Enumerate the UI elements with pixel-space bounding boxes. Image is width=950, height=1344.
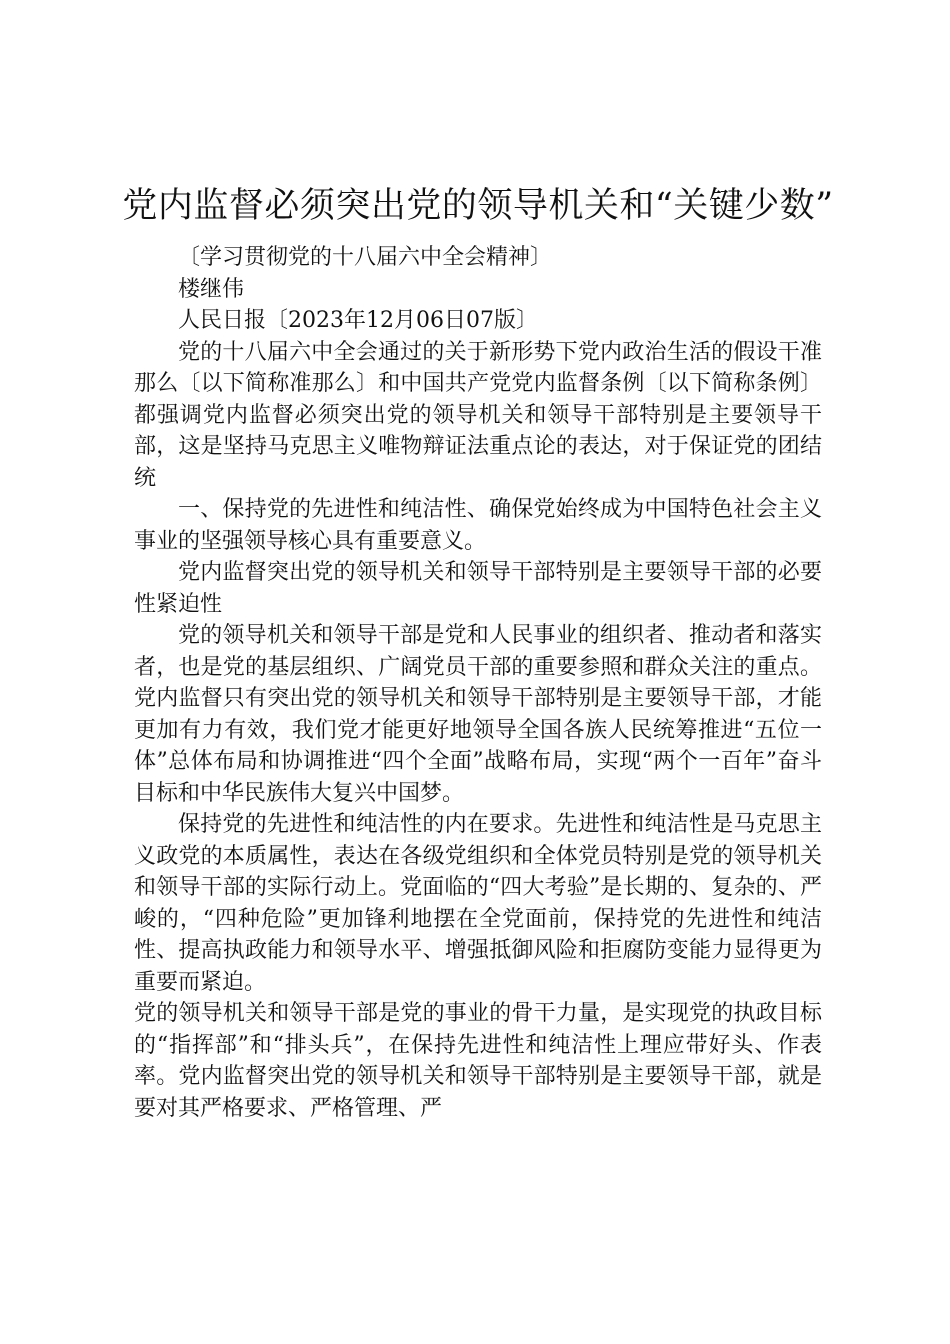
paragraph-2: 一、保持党的先进性和纯洁性、确保党始终成为中国特色社会主义事业的坚强领导核心具有重要意义。 <box>134 497 822 554</box>
paragraph-5: 党的领导机关和领导干部是党的事业的骨干力量，是实现党的执政目标的“指挥部”和“排头兵”，在保持先进性和纯洁性上理应带好头、作表率。党内监督突出党的领导机关和领导干部特别是主要领导干部，就是要对其严格要求、严格管理、严 <box>134 1001 822 1121</box>
document-author: 楼继伟 <box>178 276 245 302</box>
document-page <box>122 176 834 1124</box>
document-subtitle: 〔学习贯彻党的十八届六中全会精神〕 <box>178 245 553 270</box>
paragraph-1: 党的十八届六中全会通过的关于新形势下党内政治生活的假设干准那么〔以下简称准那么〕和中国共产党党内监督条例〔以下简称条例〕都强调党内监督必须突出党的领导机关和领导干部特别是主要领导干部，这是坚持马克思主义唯物辩证法重点论的表达，对于保证党的团结统 <box>134 339 822 491</box>
paragraph-3: 党的领导机关和领导干部是党和人民事业的组织者、推动者和落实者，也是党的基层组织、广阔党员干部的重要参照和群众关注的重点。党内监督只有突出党的领导机关和领导干部特别是主要领导干部，才能更加有力有效，我们党才能更好地领导全国各族人民统筹推进“五位一体”总体布局和协调推进“四个全面”战略布局，实现“两个一百年”奋斗目标和中华民族伟大复兴中国梦。 <box>134 623 822 806</box>
paragraph-4: 保持党的先进性和纯洁性的内在要求。先进性和纯洁性是马克思主义政党的本质属性，表达在各级党组织和全体党员特别是党的领导机关和领导干部的实际行动上。党面临的“四大考验”是长期的、复杂的、严峻的，“四种危险”更加锋利地摆在全党面前，保持党的先进性和纯洁性、提高执政能力和领导水平、增强抵御风险和拒腐防变能力显得更为重要而紧迫。 <box>134 812 822 995</box>
section-heading: 党内监督突出党的领导机关和领导干部特别是主要领导干部的必要性紧迫性 <box>134 560 822 617</box>
document-title: 党内监督必须突出党的领导机关和“关键少数” <box>122 186 834 226</box>
document-source: 人民日报〔2023年12月06日07版〕 <box>178 308 538 333</box>
